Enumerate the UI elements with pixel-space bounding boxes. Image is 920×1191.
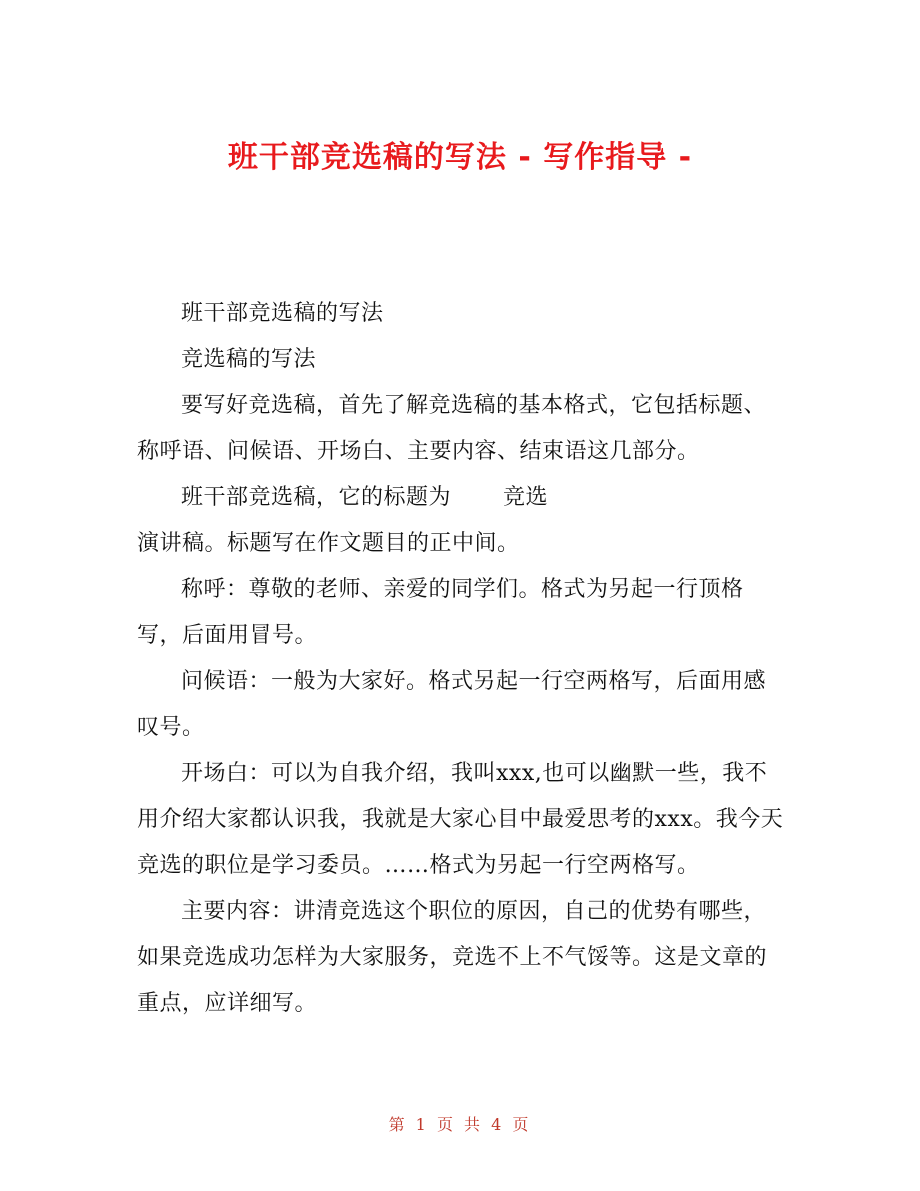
title-line-text: 班干部竞选稿，它的标题为 <box>181 485 452 510</box>
paragraph-subheading: 竞选稿的写法 <box>181 347 317 372</box>
paragraph-main-content: 主要内容：讲清竞选这个职位的原因，自己的优势有哪些，如果竞选成功怎样为大家服务，竞选不上不气馁等。这是文章的重点，应详细写。 <box>137 899 768 1016</box>
document-body <box>137 291 787 1027</box>
paragraph-intro: 要写好竞选稿，首先了解竞选稿的基本格式，它包括标题、称呼语、问候语、开场白、主要内容、结束语这几部分。 <box>137 393 767 464</box>
title-line-blank-text: 竞选 <box>503 485 549 510</box>
paragraph-opening: 开场白：可以为自我介绍，我叫xxx,也可以幽默一些，我不用介绍大家都认识我，我就是大家心目中最爱思考的xxx。我今天竞选的职位是学习委员。……格式为另起一行空两格写。 <box>137 761 784 878</box>
paragraph-salutation: 称呼：尊敬的老师、亲爱的同学们。格式为另起一行顶格写，后面用冒号。 <box>137 577 744 648</box>
paragraph-title-line <box>137 475 787 521</box>
paragraph-greeting: 问候语：一般为大家好。格式另起一行空两格写，后面用感叹号。 <box>137 669 767 740</box>
paragraph-heading: 班干部竞选稿的写法 <box>181 301 384 326</box>
page-footer: 第 1 页 共 4 页 <box>388 1115 532 1134</box>
document-title: 班干部竞选稿的写法 - 写作指导 - <box>227 140 693 176</box>
paragraph-title-continuation: 演讲稿。标题写在作文题目的正中间。 <box>137 531 520 556</box>
